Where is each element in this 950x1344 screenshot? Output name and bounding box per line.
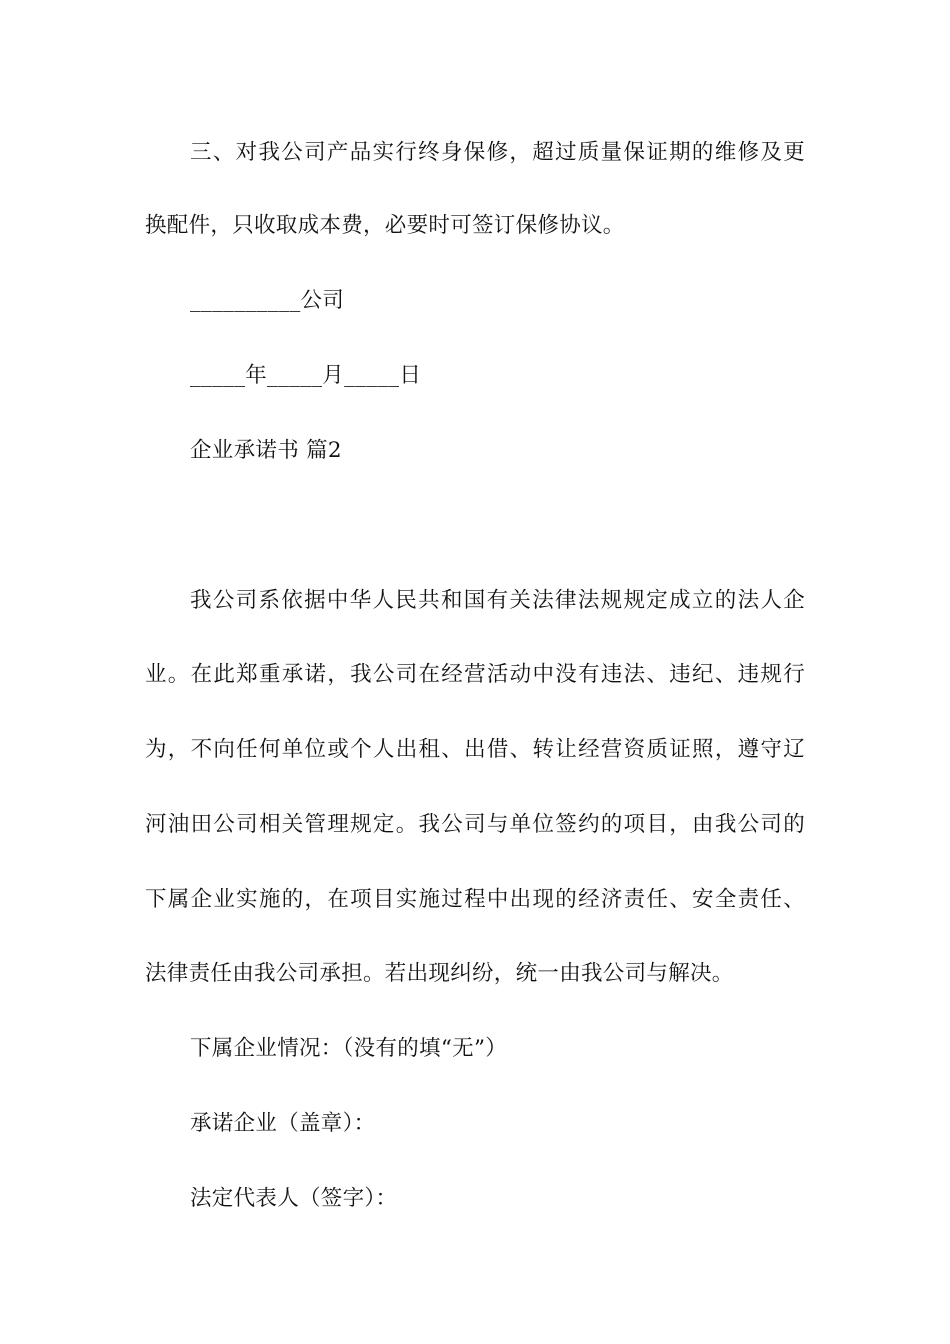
paragraph2-line3: 为，不向任何单位或个人出租、出借、转让经营资质证照，遵守辽 [145, 737, 805, 762]
paragraph2-line6: 法律责任由我公司承担。若出现纠纷，统一由我公司与解决。 [145, 961, 734, 986]
section-title: 企业承诺书 篇2 [190, 438, 342, 463]
paragraph2-line1: 我公司系依据中华人民共和国有关法律法规规定成立的法人企 [190, 588, 805, 613]
subsidiary-line: 下属企业情况：（没有的填“无”） [190, 1036, 508, 1061]
date-line: _____年_____月_____日 [190, 363, 422, 388]
paragraph1-line2: 换配件，只收取成本费，必要时可签订保修协议。 [145, 213, 625, 238]
signature-line: 法定代表人（签字）： [190, 1186, 398, 1211]
paragraph2-line4: 河油田公司相关管理规定。我公司与单位签约的项目，由我公司的 [145, 812, 805, 837]
company-line: __________公司 [190, 288, 345, 313]
paragraph1-line1: 三、对我公司产品实行终身保修，超过质量保证期的维修及更 [190, 140, 805, 165]
paragraph2-line2: 业。在此郑重承诺，我公司在经营活动中没有违法、违纪、违规行 [145, 662, 805, 687]
paragraph2-line5: 下属企业实施的，在项目实施过程中出现的经济责任、安全责任、 [145, 887, 805, 912]
seal-line: 承诺企业（盖章）： [190, 1111, 376, 1136]
